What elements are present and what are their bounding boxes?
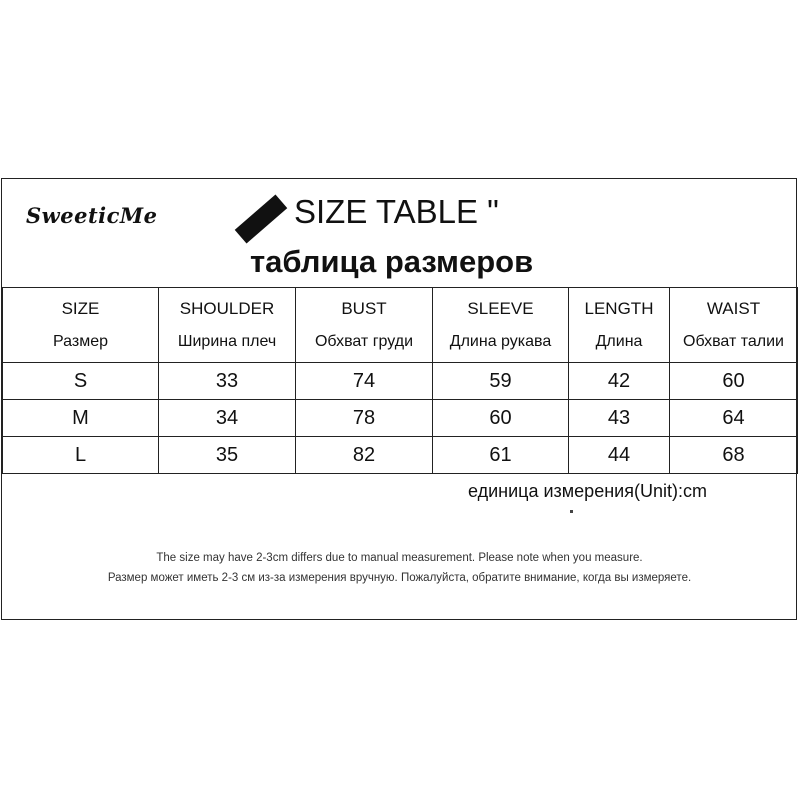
- column-header-sleeve: SLEEVE Длина рукава: [433, 288, 569, 363]
- title-english: SIZE TABLE ": [294, 193, 499, 230]
- chart-header: [2, 179, 796, 287]
- measurement-note-russian: Размер может иметь 2-3 см из-за измерения вручную. Пожалуйста, обратите внимание, когда вы измеряете.: [107, 572, 692, 584]
- table-cell: 43: [569, 400, 670, 437]
- table-cell: M: [3, 400, 159, 437]
- table-cell: 44: [569, 437, 670, 474]
- column-header-length: LENGTH Длина: [569, 288, 670, 363]
- title-russian: таблица размеров: [250, 244, 534, 279]
- column-header-shoulder: SHOULDER Ширина плеч: [159, 288, 296, 363]
- table-row: [3, 363, 798, 400]
- size-chart-frame: [1, 178, 797, 620]
- table-cell: L: [3, 437, 159, 474]
- column-header-bust: BUST Обхват груди: [296, 288, 433, 363]
- table-cell: 42: [569, 363, 670, 400]
- brand-logo: SweeticMe: [26, 203, 158, 228]
- stray-dot: [570, 510, 573, 513]
- table-cell: 68: [670, 437, 798, 474]
- size-table: [2, 287, 798, 474]
- table-cell: 74: [296, 363, 433, 400]
- table-cell: 33: [159, 363, 296, 400]
- unit-label: единица измерения(Unit):cm: [468, 481, 707, 501]
- table-header-row: [3, 288, 798, 363]
- table-cell: 35: [159, 437, 296, 474]
- pen-stroke-icon: [235, 194, 288, 243]
- table-cell: 64: [670, 400, 798, 437]
- table-cell: 59: [433, 363, 569, 400]
- table-row: [3, 400, 798, 437]
- table-cell: 34: [159, 400, 296, 437]
- table-cell: 78: [296, 400, 433, 437]
- table-row: [3, 437, 798, 474]
- table-cell: 60: [670, 363, 798, 400]
- column-header-waist: WAIST Обхват талии: [670, 288, 798, 363]
- measurement-note-english: The size may have 2-3cm differs due to manual measurement. Please note when you measure.: [156, 552, 643, 564]
- table-cell: S: [3, 363, 159, 400]
- table-cell: 60: [433, 400, 569, 437]
- table-cell: 82: [296, 437, 433, 474]
- column-header-size: SIZE Размер: [3, 288, 159, 363]
- table-cell: 61: [433, 437, 569, 474]
